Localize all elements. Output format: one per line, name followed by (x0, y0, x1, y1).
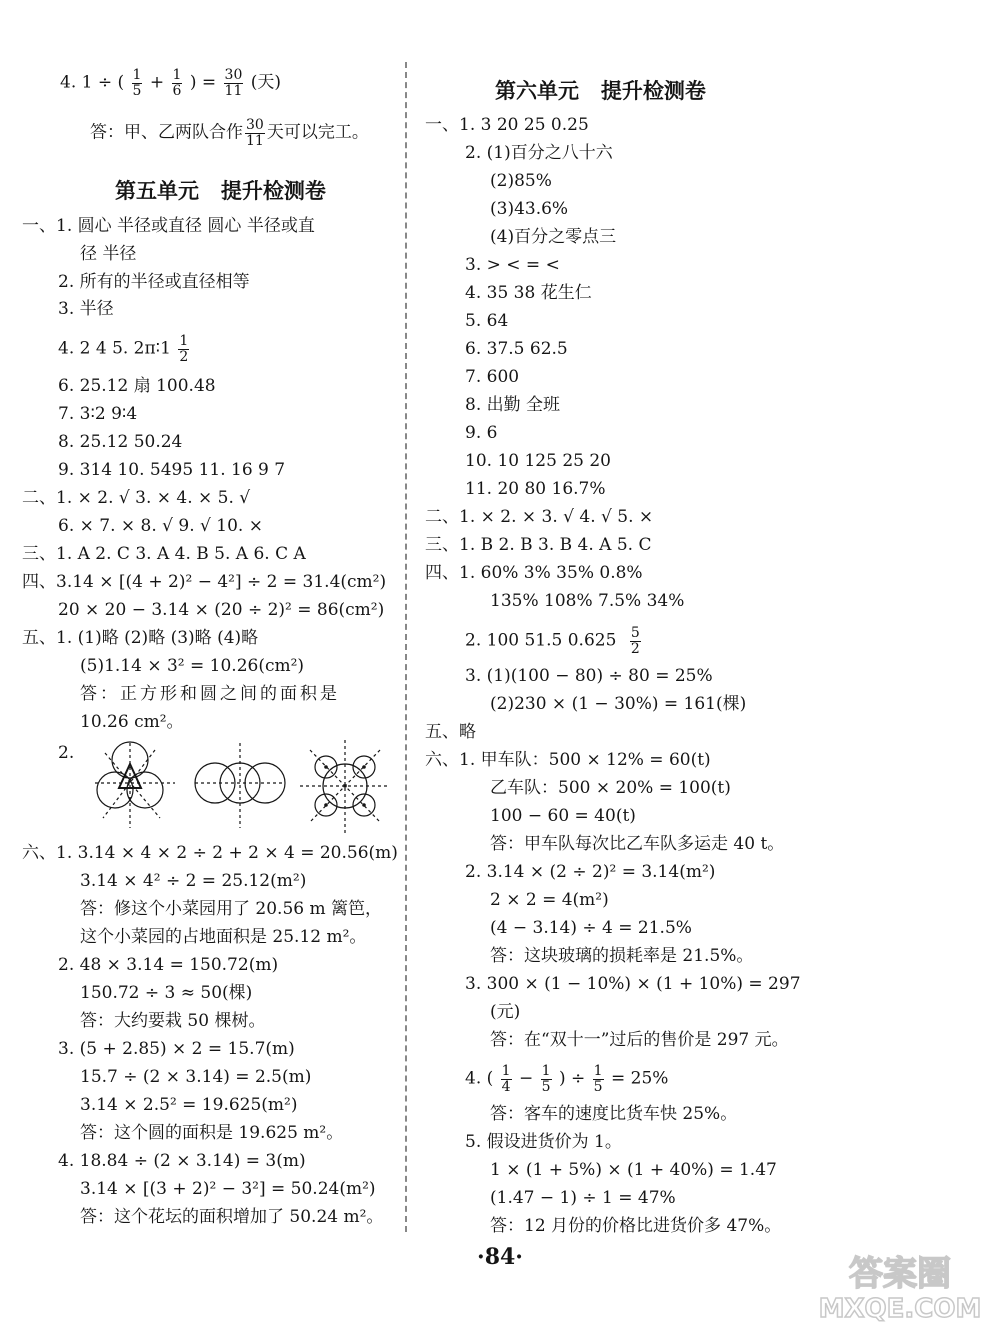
u6-r38: (1.47 − 1) ÷ 1 = 47% (490, 1188, 676, 1208)
unit5-title: 第五单元 提升检测卷 (115, 179, 326, 203)
fraction: $\frac{30}{11}$ (224, 67, 243, 99)
u6-r14: 11. 20 80 16.7% (465, 479, 606, 499)
u6-r30: 答：这块玻璃的损耗率是 21.5%。 (490, 946, 754, 966)
u6-r18: 135% 108% 7.5% 34% (490, 591, 685, 611)
u6-r32: (元) (490, 1002, 521, 1022)
u6-r26: 答：甲车队每次比乙车队多运走 40 t。 (490, 834, 785, 854)
u6-r17: 四、1. 60% 3% 35% 0.8% (425, 563, 643, 583)
watermark-line1: 答案圈 (849, 1254, 951, 1294)
fraction: $\frac{30}{11}$ (246, 117, 264, 149)
watermark-line2: MXQE.COM (818, 1294, 982, 1324)
u5-s6-7: 答：大约要栽 50 棵树。 (80, 1011, 266, 1031)
u6-r23: 六、1. 甲车队：500 × 12% = 60(t) (425, 750, 711, 770)
u5-s6-9: 15.7 ÷ (2 × 3.14) = 2.5(m) (80, 1067, 312, 1087)
u6-r10: 7. 600 (465, 367, 520, 387)
u5-s5-2: (5)1.14 × 3² = 10.26(cm²) (80, 656, 305, 676)
figure-olympic-circles (195, 743, 285, 828)
u5-s6-1: 六、1. 3.14 × 4 × 2 ÷ 2 + 2 × 4 = 20.56(m) (22, 843, 398, 863)
watermark-logo (810, 1245, 990, 1325)
u6-r1: 一、1. 3 20 25 0.25 (425, 115, 589, 135)
u6-r2: 2. (1)百分之八十六 (465, 143, 613, 163)
u5-s6-4: 这个小菜园的占地面积是 25.12 m²。 (80, 927, 367, 947)
u6-r39: 答：12 月份的价格比进货价多 47%。 (490, 1216, 782, 1236)
u5-s6-14: 答：这个花坛的面积增加了 50.24 m²。 (80, 1207, 384, 1227)
u6-r20: 3. (1)(100 − 80) ÷ 80 = 25% (465, 666, 713, 686)
fraction: $\frac{1}{6}$ (172, 67, 182, 99)
u6-r6: 3. > < = < (465, 255, 560, 275)
u6-r34: 4. ( $\frac{1}{4}$ − $\frac{1}{5}$ ) ÷ $\frac{1}{5}$ = 25% (465, 1063, 669, 1095)
item-4-equation: 4. 1 ÷ ( $\frac{1}{5}$ + $\frac{1}{6}$ ) = $\frac{30}{11}$ (天) (60, 67, 282, 99)
u6-r9: 6. 37.5 62.5 (465, 339, 568, 359)
page-number: ·84· (477, 1244, 523, 1270)
u6-r3: (2)85% (490, 171, 552, 191)
u6-r22: 五、略 (425, 722, 476, 742)
u5-s2-a: 二、1. × 2. √ 3. × 4. × 5. √ (22, 488, 251, 508)
u6-r7: 4. 35 38 花生仁 (465, 283, 592, 303)
u5-s5-5: 2. (58, 743, 75, 763)
fraction: $\frac{1}{5}$ (541, 1063, 551, 1095)
u5-s1-3: 3. 半径 (58, 299, 114, 319)
u5-s2-b: 6. × 7. × 8. √ 9. √ 10. × (58, 516, 263, 536)
u5-s5-4: 10.26 cm²。 (80, 712, 184, 732)
circle-figures (95, 738, 395, 838)
u6-r5: (4)百分之零点三 (490, 227, 617, 247)
u6-r27: 2. 3.14 × (2 ÷ 2)² = 3.14(m²) (465, 862, 716, 882)
u5-s1-4: 4. 2 4 5. 2π∶1 $\frac{1}{2}$ (58, 333, 189, 365)
u6-r12: 9. 6 (465, 423, 498, 443)
u5-s1-8: 8. 25.12 50.24 (58, 432, 183, 452)
fraction: $\frac{1}{4}$ (501, 1063, 511, 1095)
u5-s5-3: 答：正方形和圆之间的面积是 (80, 684, 340, 704)
u6-r4: (3)43.6% (490, 199, 569, 219)
fraction: $\frac{1}{5}$ (132, 67, 142, 99)
u5-s1-7: 7. 3∶2 9∶4 (58, 404, 138, 424)
u6-r35: 答：客车的速度比货车快 25%。 (490, 1104, 738, 1124)
u5-s6-5: 2. 48 × 3.14 = 150.72(m) (58, 955, 279, 975)
u6-r33: 答：在“双十一”过后的售价是 297 元。 (490, 1030, 789, 1050)
u6-r28: 2 × 2 = 4(m²) (490, 890, 609, 910)
u5-s6-10: 3.14 × 2.5² = 19.625(m²) (80, 1095, 298, 1115)
u6-r15: 二、1. × 2. × 3. √ 4. √ 5. × (425, 507, 654, 527)
fraction: $\frac{1}{5}$ (593, 1063, 603, 1095)
u5-s1-6: 6. 25.12 扇 100.48 (58, 376, 216, 396)
u5-s4-b: 20 × 20 − 3.14 × (20 ÷ 2)² = 86(cm²) (58, 600, 385, 620)
u5-s6-11: 答：这个圆的面积是 19.625 m²。 (80, 1123, 344, 1143)
u6-r29: (4 − 3.14) ÷ 4 = 21.5% (490, 918, 692, 938)
unit6-title: 第六单元 提升检测卷 (495, 79, 706, 103)
u5-s1-9: 9. 314 10. 5495 11. 16 9 7 (58, 460, 286, 480)
u6-r24: 乙车队：500 × 20% = 100(t) (490, 778, 731, 798)
u5-s6-2: 3.14 × 4² ÷ 2 = 25.12(m²) (80, 871, 307, 891)
u6-r11: 8. 出勤 全班 (465, 395, 561, 415)
u5-s6-13: 3.14 × [(3 + 2)² − 3²] = 50.24(m²) (80, 1179, 376, 1199)
u6-r8: 5. 64 (465, 311, 509, 331)
u5-s1-1b: 径 半径 (80, 244, 137, 264)
u6-r37: 1 × (1 + 5%) × (1 + 40%) = 1.47 (490, 1160, 777, 1180)
u5-s1-2: 2. 所有的半径或直径相等 (58, 272, 250, 292)
u6-r21: (2)230 × (1 − 30%) = 161(棵) (490, 694, 747, 714)
figure-four-circles (300, 740, 390, 833)
u5-s6-6: 150.72 ÷ 3 ≈ 50(棵) (80, 983, 253, 1003)
u6-r36: 5. 假设进货价为 1。 (465, 1132, 622, 1152)
u5-s4-a: 四、3.14 × [(4 + 2)² − 4²] ÷ 2 = 31.4(cm²) (22, 572, 387, 592)
u5-s6-12: 4. 18.84 ÷ (2 × 3.14) = 3(m) (58, 1151, 306, 1171)
u5-s3: 三、1. A 2. C 3. A 4. B 5. A 6. C A (22, 544, 306, 564)
u6-r25: 100 − 60 = 40(t) (490, 806, 636, 826)
u6-r13: 10. 10 125 25 20 (465, 451, 611, 471)
figure-triangle-circles (95, 742, 175, 828)
fraction: $\frac{5}{2}$ (630, 625, 640, 657)
u5-s1-1a: 一、1. 圆心 半径或直径 圆心 半径或直 (22, 216, 315, 236)
u5-s6-8: 3. (5 + 2.85) × 2 = 15.7(m) (58, 1039, 295, 1059)
u6-r31: 3. 300 × (1 − 10%) × (1 + 10%) = 297 (465, 974, 801, 994)
u6-r16: 三、1. B 2. B 3. B 4. A 5. C (425, 535, 652, 555)
answer-4: 答：甲、乙两队合作 $\frac{30}{11}$ 天可以完工。 (90, 117, 369, 149)
u5-s6-3: 答：修这个小菜园用了 20.56 m 篱笆， (80, 899, 382, 919)
u6-r19: 2. 100 51.5 0.625 $\frac{5}{2}$ (465, 625, 640, 657)
u5-s5-1: 五、1. (1)略 (2)略 (3)略 (4)略 (22, 628, 259, 648)
fraction: $\frac{1}{2}$ (179, 333, 189, 365)
column-divider (405, 62, 407, 1232)
